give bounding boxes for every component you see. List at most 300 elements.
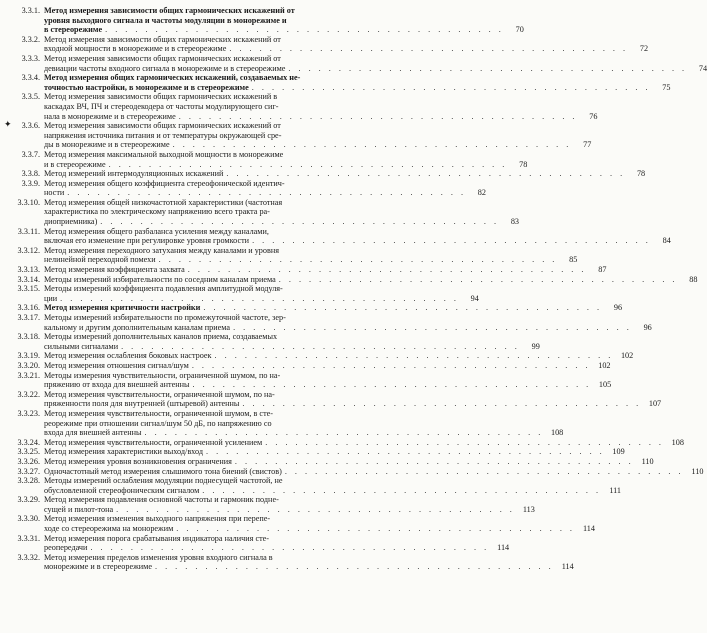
toc-entry-title-text: Метод измерения чувствительности, ограниченной усилением	[44, 437, 263, 447]
toc-entry-line	[44, 265, 606, 275]
page-gutter	[283, 150, 301, 160]
toc-entry-line	[44, 371, 611, 381]
toc-entry-title-text: Метод измерения зависимости общих гармонических искажений от	[44, 121, 281, 131]
leader-dots: . . . . . . . . . . . . . . . . . . . . . . . . . . . . . . . . . . . . . . . .	[144, 428, 544, 438]
toc-page-number: 84	[662, 236, 671, 246]
toc-entry	[6, 360, 611, 371]
toc-entry-body	[44, 438, 684, 448]
toc-entry-number: 3.3.6.	[21, 121, 40, 131]
toc-entry-line	[44, 380, 611, 390]
toc-entry-line	[44, 160, 527, 170]
toc-entry-title-text: Метод измерения изменения выходного напряжения при перепе-	[44, 514, 271, 524]
toc-entry-title-text: Метод измерения зависимости общих гармонических искажений от	[44, 6, 295, 15]
toc-page-number: 111	[609, 485, 621, 495]
toc-page-number: 78	[519, 159, 528, 169]
toc-entry-number: 3.3.32.	[17, 552, 40, 562]
toc-entry-number: 3.3.25.	[17, 447, 40, 457]
toc-entry-number: 3.3.26.	[17, 456, 40, 466]
page-gutter	[272, 419, 290, 429]
toc-entry-line	[44, 409, 563, 419]
toc-entry-body	[44, 35, 648, 54]
toc-entry-title-text: входа для внешней антенны	[44, 428, 142, 438]
toc-entry	[6, 226, 671, 246]
leader-dots: . . . . . . . . . . . . . . . . . . . . . . . . . . . . . . . . . . . . . . . .	[251, 82, 651, 92]
toc-entry-line	[44, 227, 671, 237]
toc-entry-number: 3.3.17.	[17, 313, 40, 322]
leader-dots: . . . . . . . . . . . . . . . . . . . . . . . . . . . . . . . . . . . . . . . .	[233, 322, 632, 332]
toc-entry-line	[44, 486, 621, 496]
toc-entry-body	[44, 54, 707, 73]
toc-page-number: 83	[510, 217, 519, 227]
toc-entry-line	[44, 351, 633, 361]
toc-entry-line	[44, 217, 519, 227]
toc-entry-line	[44, 140, 591, 150]
toc-entry-line	[44, 419, 563, 429]
toc-page-number: 105	[598, 380, 612, 390]
toc-entry	[6, 149, 528, 169]
toc-entry-line	[44, 169, 645, 179]
toc-entry-line	[44, 428, 563, 438]
leader-dots: . . . . . . . . . . . . . . . . . . . . . . . . . . . . . . . . . . . . . . . .	[252, 236, 651, 246]
toc-entry-number: 3.3.21.	[17, 370, 40, 380]
toc-entry-title-text: напряжения источника питания и от температуры окружающей сре-	[44, 130, 282, 140]
toc-entry-body	[44, 73, 670, 92]
toc-entry-title-text: включая его изменение при регулировке уровня громкости	[44, 236, 250, 246]
toc-entry-line	[44, 255, 577, 265]
leader-dots: . . . . . . . . . . . . . . . . . . . . . . . . . . . . . . . . . . . . . . . .	[288, 63, 688, 73]
page-gutter	[295, 6, 313, 16]
leader-dots: . . . . . . . . . . . . . . . . . . . . . . . . . . . . . . . . . . . . . . . .	[121, 341, 520, 351]
toc-entry-number: 3.3.13.	[17, 265, 40, 275]
page-gutter	[269, 227, 287, 237]
toc-entry-title-text: Метод измерения зависимости общих гармонических искажений в	[44, 92, 278, 102]
toc-entry	[6, 34, 649, 54]
toc-entry	[6, 351, 634, 361]
toc-entry-line	[44, 323, 652, 333]
toc-page-number: 114	[561, 562, 574, 572]
toc-entry-body	[44, 121, 591, 150]
leader-dots: . . . . . . . . . . . . . . . . . . . . . . . . . . . . . . . . . . . . . . . .	[242, 399, 642, 409]
toc-entry-title-text: сущей и пилот-тона	[44, 504, 114, 514]
toc-entry-title-text: Метод измерения зависимости общих гармонических искажений от	[44, 53, 281, 63]
leader-dots: . . . . . . . . . . . . . . . . . . . . . . . . . . . . . . . . . . . . . . . .	[229, 44, 629, 54]
toc-entry	[6, 552, 574, 572]
page-gutter	[281, 54, 299, 64]
toc-entry	[6, 284, 479, 303]
toc-entry	[6, 53, 707, 73]
toc-entry-body	[44, 198, 519, 227]
toc-page-number: 114	[582, 524, 595, 534]
toc-entry-title-text: Метод измерения общей низкочастотной характеристики (частотная	[44, 197, 283, 207]
toc-entry-title-text: кальному и другим дополнительным каналам приема	[44, 322, 231, 332]
toc-entry-body	[44, 284, 479, 303]
toc-entry-title-text: ности	[44, 188, 65, 198]
toc-entry-title-text: Метод измерения чувствительности, ограниченной шумом, в сте-	[44, 408, 274, 418]
leader-dots: . . . . . . . . . . . . . . . . . . . . . . . . . . . . . . . . . . . . . . . .	[265, 437, 664, 447]
toc-entry-title-text: сильными сигналами	[44, 341, 119, 351]
toc-entry-number: 3.3.24.	[17, 437, 40, 447]
leader-dots: . . . . . . . . . . . . . . . . . . . . . . . . . . . . . . . . . . . . . . . .	[178, 111, 578, 121]
page-gutter	[283, 284, 301, 294]
leader-dots: . . . . . . . . . . . . . . . . . . . . . . . . . . . . . . . . . . . . . . . .	[192, 380, 592, 390]
page-gutter	[286, 313, 304, 323]
toc-entry-title-text: входной мощности в монорежиме и в стереорежиме	[44, 44, 227, 54]
toc-entry-line	[44, 553, 574, 563]
page-gutter	[269, 534, 287, 544]
toc-entry-body	[44, 6, 524, 35]
leader-dots: . . . . . . . . . . . . . . . . . . . . . . . . . . . . . . . . . . . . . . . .	[172, 140, 572, 150]
toc-entry	[6, 456, 654, 467]
toc-entry-number: 3.3.31.	[17, 533, 40, 543]
toc-entry-line	[44, 303, 622, 313]
leader-dots: . . . . . . . . . . . . . . . . . . . . . . . . . . . . . . . . . . . . . . . .	[158, 255, 558, 265]
leader-dots: . . . . . . . . . . . . . . . . . . . . . . . . . . . . . . . . . . . . . . . .	[100, 217, 499, 227]
toc-entry-number: 3.3.12.	[17, 245, 40, 255]
toc-entry-title-text: каскадах ВЧ, ПЧ и стереодекодера от частоты модулирующего сиг-	[44, 101, 279, 111]
toc-entry-title-text: Метод измерения коэффициента захвата	[44, 265, 185, 275]
leader-dots: . . . . . . . . . . . . . . . . . . . . . . . . . . . . . . . . . . . . . . . .	[202, 485, 601, 495]
toc-page-number: 102	[620, 351, 634, 361]
toc-entry-body	[44, 553, 574, 572]
toc-entry	[6, 332, 540, 351]
leader-dots: . . . . . . . . . . . . . . . . . . . . . . . . . . . . . . . . . . . . . . . .	[154, 562, 554, 572]
toc-entry-title-text: Метод измерения характеристики выход/вход	[44, 447, 203, 457]
toc-entry	[6, 370, 612, 390]
toc-entry-body	[44, 457, 654, 467]
toc-entry-number: 3.3.28.	[17, 476, 40, 486]
toc-entry	[6, 466, 704, 477]
toc-entry-line	[44, 399, 661, 409]
toc-entry	[6, 197, 519, 227]
leader-dots: . . . . . . . . . . . . . . . . . . . . . . . . . . . . . . . . . . . . . . . .	[203, 303, 603, 313]
toc-entry-title-text: Метод измерения общего коэффициента стереофонической идентич-	[44, 178, 285, 188]
toc-page-number: 96	[643, 322, 652, 332]
toc-entry-title-text: Методы измерения чувствительности, ограниченной шумом, по на-	[44, 370, 281, 380]
toc-page-number: 102	[598, 360, 611, 370]
toc-entry-number: 3.3.1.	[21, 6, 40, 15]
toc-entry-number: 3.3.10.	[17, 197, 40, 207]
toc-entry-title-text: Метод измерений интермодуляционных искажений	[44, 169, 224, 179]
toc-entry-line	[44, 361, 611, 371]
toc-entry-line	[44, 313, 652, 323]
toc-entry-body	[44, 179, 486, 198]
leader-dots: . . . . . . . . . . . . . . . . . . . . . . . . . . . . . . . . . . . . . . . .	[214, 351, 614, 361]
toc-entry	[6, 178, 486, 198]
toc-entry-line	[44, 457, 654, 467]
toc-entry-title-text: Методы измерений ослабления модуляции поднесущей частотой, не	[44, 476, 283, 486]
toc-entry-title-text: уровня выходного сигнала и частоты модуляции в монорежиме и	[44, 15, 287, 25]
toc-entry-title-text: ции	[44, 293, 58, 303]
toc-entry-line	[44, 495, 535, 505]
toc-page-number: 77	[583, 140, 592, 150]
leader-dots: . . . . . . . . . . . . . . . . . . . . . . . . . . . . . . . . . . . . . . . .	[105, 25, 504, 35]
page-gutter	[273, 409, 291, 419]
toc-entry-line	[44, 83, 670, 93]
toc-entry-line	[44, 92, 597, 102]
toc-entry	[6, 495, 535, 514]
page-gutter	[281, 121, 299, 131]
toc-page-number: 78	[636, 169, 646, 179]
toc-entry-line	[44, 73, 670, 83]
toc-entry-title-text: Метод измерения критичности настройки	[44, 303, 201, 313]
toc-entry-line	[44, 524, 595, 534]
toc-entry-number: 3.3.18.	[17, 332, 40, 342]
toc-entry	[6, 6, 524, 35]
toc-entry-body	[44, 332, 540, 351]
toc-entry-body	[44, 390, 661, 409]
page-gutter	[279, 246, 297, 256]
toc-entry-title-text: Одночастотный метод измерения слышимого тона биений (свистов)	[44, 466, 282, 476]
margin-mark: ✦	[4, 119, 12, 129]
toc-entry-title-text: Метод измерения зависимости общих гармонических искажений от	[44, 34, 281, 44]
toc-entry-title-text: Метод измерения отношения сигнал/шум	[44, 360, 189, 370]
page-gutter	[282, 476, 300, 486]
toc-entry-number: 3.3.20.	[17, 360, 40, 370]
toc-entry-line	[44, 476, 621, 486]
toc-entry-title-text: реорежиме при отношении сигнал/шум 50 дБ, по напряжению со	[44, 418, 272, 428]
toc-entry	[6, 447, 625, 457]
toc-entry-title-text: нелинейной переходной помехи	[44, 255, 156, 265]
toc-entry-title-text: Методы измерений дополнительных каналов приема, создаваемых	[44, 332, 278, 342]
page-gutter	[285, 179, 303, 189]
toc-page-number: 99	[531, 341, 540, 351]
page-gutter	[281, 35, 299, 45]
toc-page-number: 108	[671, 437, 684, 447]
toc-entry-title-text: и в стереорежиме	[44, 159, 106, 169]
toc-entry-number: 3.3.11.	[17, 226, 40, 236]
toc-entry-title-text: пряжению от входа для внешней антенны	[44, 380, 190, 390]
toc-entry-line	[44, 438, 684, 448]
toc-page-number: 110	[641, 456, 654, 466]
toc-entry-line	[44, 514, 595, 524]
page-gutter	[281, 131, 299, 141]
toc-entry-line	[44, 112, 597, 122]
toc-entry-body	[44, 534, 509, 553]
toc-entry-body	[44, 92, 597, 121]
toc-entry-line	[44, 16, 524, 26]
toc-entry-line	[44, 102, 597, 112]
toc-page-number: 109	[612, 447, 625, 457]
toc-entry-line	[44, 294, 479, 304]
leader-dots: . . . . . . . . . . . . . . . . . . . . . . . . . . . . . . . . . . . . . . . .	[278, 274, 678, 284]
toc-entry-line	[44, 505, 535, 515]
toc-entry-body	[44, 169, 645, 179]
toc-entry-number: 3.3.3.	[21, 53, 40, 63]
toc-entry-title-text: диоприемника)	[44, 217, 98, 227]
toc-entry-line	[44, 6, 524, 16]
toc-entry-line	[44, 390, 661, 400]
toc-entry-number: 3.3.19.	[17, 351, 40, 361]
toc-entry-body	[44, 371, 611, 390]
toc-page-number: 70	[515, 25, 524, 35]
page-gutter	[279, 495, 297, 505]
toc-page-number: 88	[689, 274, 698, 284]
toc-entry-line	[44, 207, 519, 217]
toc-entry-title-text: Метод измерения максимальной выходной мощности в монорежиме	[44, 149, 284, 159]
toc-entry	[6, 476, 621, 495]
toc-entry-body	[44, 313, 652, 332]
toc-entry-body	[44, 265, 606, 275]
toc-entry-title-text: обусловленной стереофоническим сигналом	[44, 485, 200, 495]
toc-entry-line	[44, 188, 486, 198]
toc-entry	[6, 303, 623, 313]
leader-dots: . . . . . . . . . . . . . . . . . . . . . . . . . . . . . . . . . . . . . . . .	[226, 169, 626, 179]
toc-entry-number: 3.3.16.	[17, 303, 40, 313]
toc-entry-title-text: Метод измерения порога срабатывания индикатора наличия сте-	[44, 533, 270, 543]
page-gutter	[300, 73, 318, 83]
toc-entry	[6, 121, 592, 150]
toc-entry-body	[44, 303, 622, 313]
page-gutter	[273, 553, 291, 563]
leader-dots: . . . . . . . . . . . . . . . . . . . . . . . . . . . . . . . . . . . . . . . .	[206, 447, 605, 457]
page-gutter	[270, 514, 288, 524]
toc-page-number: 114	[497, 543, 510, 553]
toc-entry-line	[44, 562, 574, 572]
toc-entry-title-text: девиации частоты входного сигнала в монорежиме и в стереорежиме	[44, 63, 286, 73]
toc-page-number: 75	[662, 82, 671, 92]
toc-entry-title-text: в стереорежиме	[44, 25, 103, 35]
toc-entry-title-text: ходе со стереорежима на монорежим	[44, 524, 174, 534]
toc-entry-number: 3.3.30.	[17, 514, 40, 524]
toc-entry-body	[44, 275, 697, 285]
page-gutter	[282, 198, 300, 208]
toc-page-number: 96	[613, 303, 623, 313]
toc-entry-line	[44, 275, 697, 285]
toc-entry-line	[44, 246, 577, 256]
leader-dots: . . . . . . . . . . . . . . . . . . . . . . . . . . . . . . . . . . . . . . . .	[191, 360, 591, 370]
toc-entry-line	[44, 44, 648, 54]
toc-entry-number: 3.3.7.	[21, 149, 40, 159]
toc-entry	[6, 245, 578, 265]
toc-entry-number: 3.3.22.	[17, 389, 40, 399]
leader-dots: . . . . . . . . . . . . . . . . . . . . . . . . . . . . . . . . . . . . . . . .	[234, 456, 634, 466]
leader-dots: . . . . . . . . . . . . . . . . . . . . . . . . . . . . . . . . . . . . . . . .	[284, 466, 684, 476]
toc-entry-title-text: нала в монорежиме и в стереорежиме	[44, 111, 176, 121]
toc-entry-line	[44, 236, 671, 246]
toc-entry-body	[44, 150, 527, 169]
toc-entry	[6, 92, 598, 121]
toc-entry-title-text: Метод измерения чувствительности, ограниченной шумом, по на-	[44, 389, 275, 399]
toc-entry-number: 3.3.2.	[21, 34, 40, 44]
toc-entry-body	[44, 361, 611, 371]
toc-entry-body	[44, 514, 595, 533]
toc-entry	[6, 389, 662, 409]
toc-entry-body	[44, 495, 535, 514]
toc-entry-body	[44, 409, 563, 438]
leader-dots: . . . . . . . . . . . . . . . . . . . . . . . . . . . . . . . . . . . . . . . .	[67, 188, 466, 198]
toc-entry-line	[44, 54, 707, 64]
toc-entry-line	[44, 543, 509, 553]
toc-entry-number: 3.3.29.	[17, 495, 40, 505]
toc-entry-line	[44, 121, 591, 131]
toc-entry	[6, 274, 698, 285]
toc-entry-title-text: Метод измерения подавления основной частоты и гармоник подне-	[44, 495, 279, 505]
toc-entry	[6, 437, 684, 448]
toc-entry-line	[44, 25, 524, 35]
toc-entry-number: 3.3.15.	[17, 284, 40, 294]
toc-entry-title-text: монорежиме и в стереорежиме	[44, 562, 152, 572]
toc-entry	[6, 265, 607, 275]
leader-dots: . . . . . . . . . . . . . . . . . . . . . . . . . . . . . . . . . . . . . . . .	[176, 524, 575, 534]
toc-page-number: 87	[598, 265, 607, 275]
toc-entry-title-text: реопередачи	[44, 543, 88, 553]
toc-entry-title-text: пряженности поля для внутренней (штыревой) антенны	[44, 399, 240, 409]
toc-entry-number: 3.3.4.	[21, 73, 40, 83]
toc-entry-line	[44, 467, 704, 477]
toc-entry	[6, 408, 564, 438]
toc-entry-body	[44, 447, 625, 457]
page-gutter	[270, 207, 288, 217]
toc-entry-title-text: Методы измерений избирательности по соседним каналам приема	[44, 274, 276, 284]
toc-entry-line	[44, 284, 479, 294]
toc-entry-line	[44, 179, 486, 189]
toc-entry-number: 3.3.27.	[17, 466, 40, 476]
toc-entry-line	[44, 342, 540, 352]
toc-entry-title-text: Метод измерения общих гармонических искажений, создаваемых не-	[44, 73, 301, 83]
toc-page-number: 74	[698, 63, 707, 73]
toc-page-number: 110	[691, 466, 704, 476]
toc-entry-line	[44, 447, 625, 457]
page-gutter	[277, 332, 295, 342]
page-gutter	[275, 390, 293, 400]
toc-entry-title-text: Метод измерения ослабления боковых настроек	[44, 351, 212, 361]
page-gutter	[277, 92, 295, 102]
toc-entry	[6, 169, 646, 179]
toc-entry-title-text: Методы измерений коэффициента подавления амплитудной модуля-	[44, 284, 283, 294]
toc-entry	[6, 533, 510, 553]
toc-entry-title-text: точностью настройки, в монорежиме и в стереорежиме	[44, 82, 249, 92]
leader-dots: . . . . . . . . . . . . . . . . . . . . . . . . . . . . . . . . . . . . . . . .	[108, 159, 508, 169]
toc-entry-title-text: характеристика по электрическому напряжению всего тракта ра-	[44, 207, 270, 217]
toc-entry-number: 3.3.8.	[21, 169, 40, 179]
toc-page-number: 76	[589, 111, 598, 121]
toc-entry-line	[44, 332, 540, 342]
page-gutter	[278, 102, 296, 112]
toc-entry-title-text: ды в монорежиме и в стереорежиме	[44, 140, 170, 150]
toc-entry-line	[44, 35, 648, 45]
toc-entry-body	[44, 467, 704, 477]
toc-page-number: 82	[477, 188, 486, 198]
table-of-contents	[0, 6, 707, 572]
toc-page-number: 72	[639, 44, 649, 54]
leader-dots: . . . . . . . . . . . . . . . . . . . . . . . . . . . . . . . . . . . . . . . .	[116, 504, 515, 514]
toc-page-number: 113	[522, 504, 535, 514]
toc-entry-line	[44, 150, 527, 160]
toc-entry-line	[44, 131, 591, 141]
toc-page-number: 85	[569, 255, 578, 265]
toc-entry	[6, 514, 595, 534]
page-gutter	[287, 16, 305, 26]
toc-entry-title-text: Метод измерения переходного затухания между каналами и уровня	[44, 245, 279, 255]
toc-entry-line	[44, 198, 519, 208]
leader-dots: . . . . . . . . . . . . . . . . . . . . . . . . . . . . . . . . . . . . . . . .	[90, 543, 490, 553]
toc-entry	[6, 313, 652, 332]
toc-entry-body	[44, 246, 577, 265]
leader-dots: . . . . . . . . . . . . . . . . . . . . . . . . . . . . . . . . . . . . . . . .	[187, 265, 587, 275]
toc-page-number: 108	[550, 428, 564, 438]
toc-entry-number: 3.3.23.	[17, 408, 40, 418]
toc-entry-number: 3.3.14.	[17, 274, 40, 284]
toc-entry-line	[44, 534, 509, 544]
toc-entry-number: 3.3.9.	[21, 178, 40, 188]
toc-entry-body	[44, 227, 671, 246]
toc-page-number: 107	[648, 399, 662, 409]
toc-page-number: 94	[470, 293, 479, 303]
toc-entry-number: 3.3.5.	[21, 92, 40, 102]
toc-entry-title-text: Метод измерения общего разбаланса усиления между каналами,	[44, 226, 269, 236]
toc-entry-body	[44, 351, 633, 361]
toc-entry-line	[44, 64, 707, 74]
